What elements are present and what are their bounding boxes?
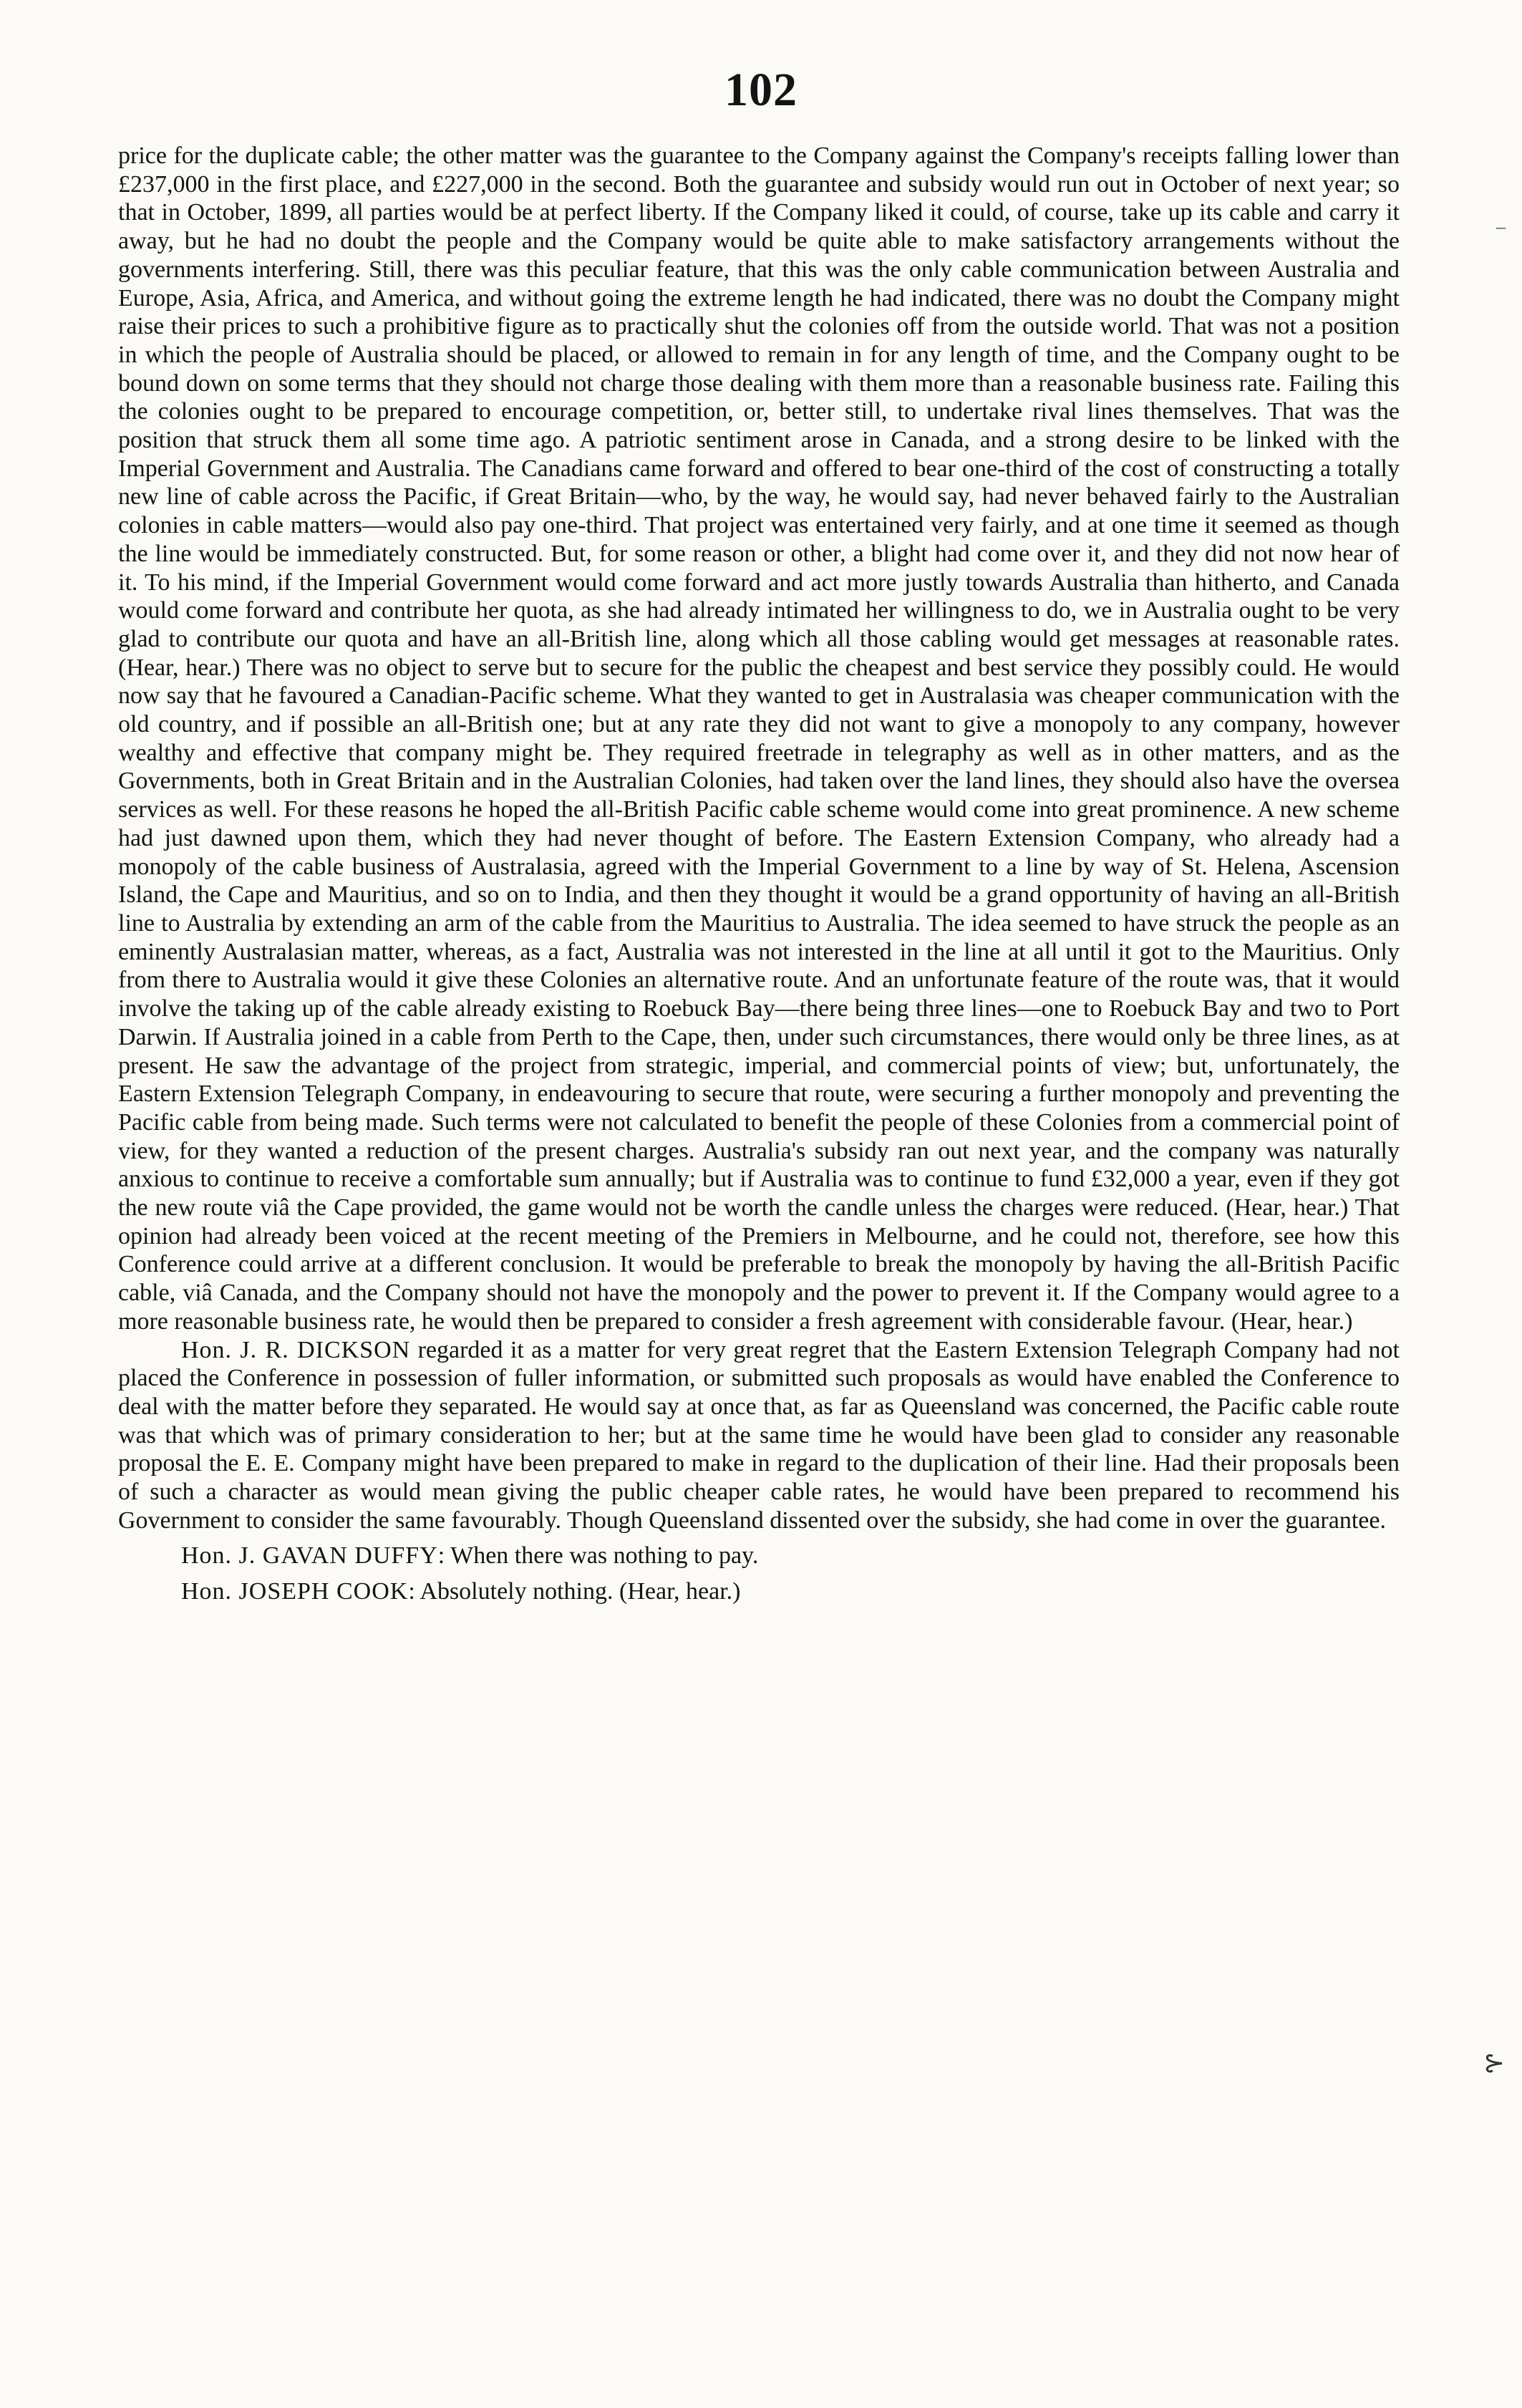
- margin-mark: ⊱: [1483, 2049, 1506, 2077]
- body-text: [118, 142, 1400, 1606]
- paragraph-dickson: [118, 1336, 1400, 1535]
- speaker-name: Hon. J. GAVAN DUFFY: [181, 1542, 438, 1570]
- paragraph-continuation: price for the duplicate cable; the other matter was the guarantee to the Company against the Company's receipts falling lower than £237,000 in the first place, and £227,000 in the second. Both the guarantee and subsidy would run out in October of next year; so that in October, 1899, all parties would be at perfect liberty. If the Company liked it could, of course, take up its cable and carry it away, but he had no doubt the people and the Company would be quite able to make satisfactory arrangements without the governments interfering. Still, there was this peculiar feature, that this was the only cable communication between Australia and Europe, Asia, Africa, and America, and without going the extreme length he had indicated, there was no doubt the Company might raise their prices to such a prohibitive figure as to practically shut the colonies off from the outside world. That was not a position in which the people of Australia should be placed, or allowed to remain in for any length of time, and the Company ought to be bound down on some terms that they should not charge those dealing with them more than a reasonable business rate. Failing this the colonies ought to be prepared to encourage competition, or, better still, to undertake rival lines themselves. That was the position that struck them all some time ago. A patriotic sentiment arose in Canada, and a strong desire to be linked with the Imperial Government and Australia. The Canadians came forward and offered to bear one-third of the cost of constructing a totally new line of cable across the Pacific, if Great Britain—who, by the way, he would say, had never behaved fairly to the Australian colonies in cable matters—would also pay one-third. That project was entertained very fairly, and at one time it seemed as though the line would be immediately constructed. But, for some reason or other, a blight had come over it, and they did not now hear of it. To his mind, if the Imperial Government would come forward and act more justly towards Australia than hitherto, and Canada would come forward and contribute her quota, as she had already intimated her willingness to do, we in Australia ought to be very glad to contribute our quota and have an all-British line, along which all those cabling would get messages at reasonable rates. (Hear, hear.) There was no object to serve but to secure for the public the cheapest and best service they possibly could. He would now say that he favoured a Canadian-Pacific scheme. What they wanted to get in Australasia was cheaper communication with the old country, and if possible an all-British one; but at any rate they did not want to give a monopoly to any company, however wealthy and effective that company might be. They required freetrade in telegraphy as well as in other matters, and as the Governments, both in Great Britain and in the Australian Colonies, had taken over the land lines, they should also have the oversea services as well. For these reasons he hoped the all-British Pacific cable scheme would come into great prominence. A new scheme had just dawned upon them, which they had never thought of before. The Eastern Extension Company, who already had a monopoly of the cable business of Australasia, agreed with the Imperial Government to a line by way of St. Helena, Ascension Island, the Cape and Mauritius, and so on to India, and then they thought it would be a grand opportunity of having an all-British line to Australia by extending an arm of the cable from the Mauritius to Australia. The idea seemed to have struck the people as an eminently Australasian matter, whereas, as a fact, Australia was not interested in the line at all until it got to the Mauritius. Only from there to Australia would it give these Colonies an alternative route. And an unfortunate feature of the route was, that it would involve the taking up of the cable already existing to Roebuck Bay—there being three lines—one to Roebuck Bay and two to Port Darwin. If Australia joined in a cable from Perth to the Cape, then, under such circumstances, there would only be three lines, as at present. He saw the advantage of the project from strategic, imperial, and commercial points of view; but, unfortunately, the Eastern Extension Telegraph Company, in endeavouring to secure that route, were securing a further monopoly and preventing the Pacific cable from being made. Such terms were not calculated to benefit the people of these Colonies from a commercial point of view, for they wanted a reduction of the present charges. Australia's subsidy ran out next year, and the company was naturally anxious to continue to receive a comfortable sum annually; but if Australia was to continue to fund £32,000 a year, even if they got the new route viâ the Cape provided, the game would not be worth the candle unless the charges were reduced. (Hear, hear.) That opinion had already been voiced at the recent meeting of the Premiers in Melbourne, and he could not, therefore, see how this Conference could arrive at a different conclusion. It would be preferable to break the monopoly by having the all-British Pacific cable, viâ Canada, and the Company should not have the monopoly and the power to prevent it. If the Company would agree to a more reasonable business rate, he would then be prepared to consider a fresh agreement with considerable favour. (Hear, hear.): [118, 142, 1400, 1335]
- margin-mark: –: [1496, 216, 1506, 237]
- speaker-name: Hon. J. R. DICKSON: [181, 1336, 411, 1363]
- speech-text: : When there was nothing to pay.: [437, 1542, 759, 1570]
- paragraph-cook: [118, 1577, 1400, 1606]
- speech-text: : Absolutely nothing. (Hear, hear.): [408, 1578, 741, 1605]
- page-number: 102: [724, 64, 798, 116]
- speaker-name: Hon. JOSEPH COOK: [181, 1578, 409, 1605]
- paragraph-duffy: [118, 1542, 1400, 1570]
- speech-text: regarded it as a matter for very great regret that the Eastern Extension Telegraph Company had not placed the Conference in possession of fuller information, or submitted such proposals as would have enabled the Conference to deal with the matter before they separated. He would say at once that, as far as Queensland was concerned, the Pacific cable route was that which was of primary consideration to her; but at the same time he would have been glad to consider any reasonable proposal the E. E. Company might have been prepared to make in regard to the duplication of their line. Had their proposals been of such a character as would mean giving the public cheaper cable rates, he would have been prepared to recommend his Government to consider the same favourably. Though Queensland dissented over the subsidy, she had come in over the guarantee.: [118, 1336, 1400, 1534]
